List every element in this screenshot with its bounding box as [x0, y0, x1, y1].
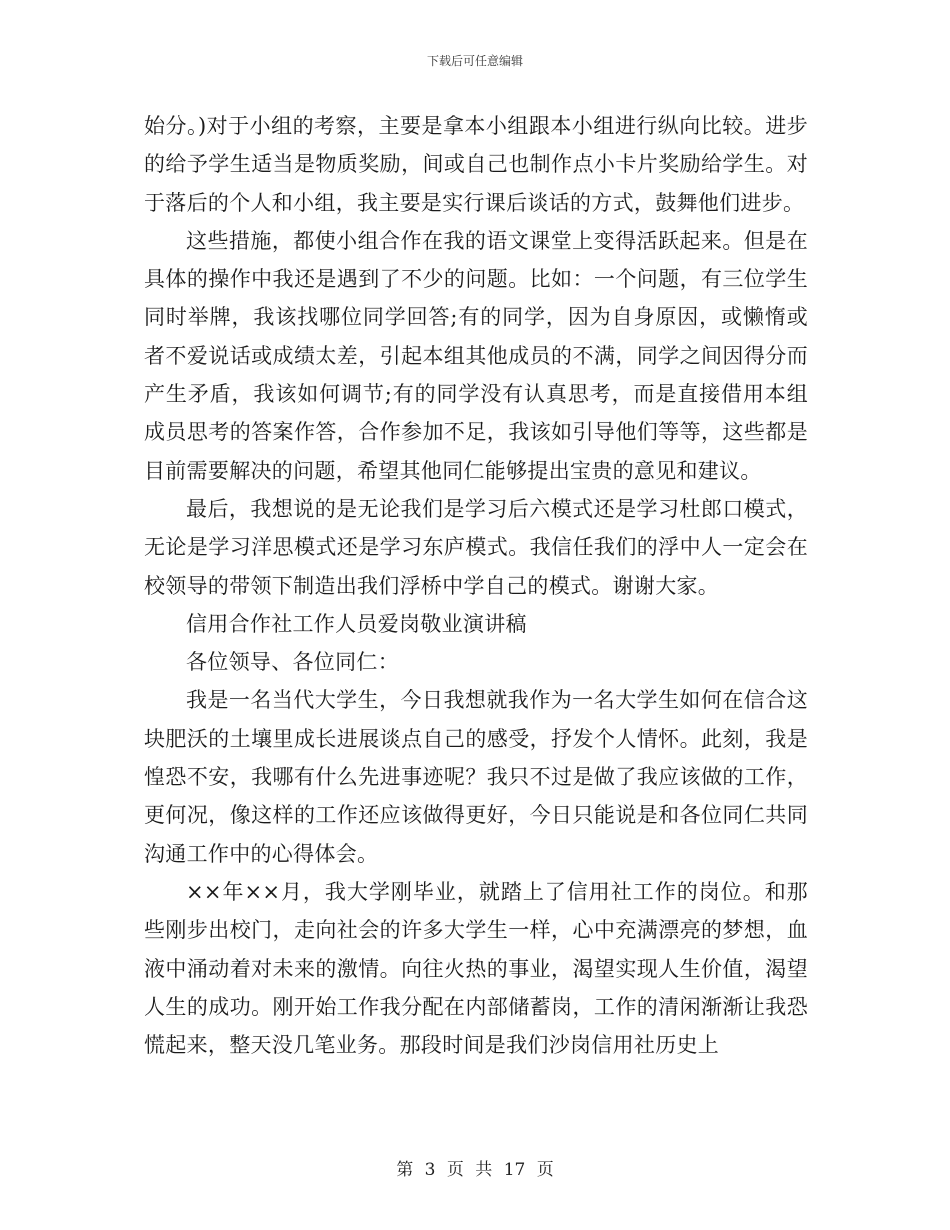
paragraph-2: 这些措施，都使小组合作在我的语文课堂上变得活跃起来。但是在具体的操作中我还是遇到了不少的问题。比如：一个问题，有三位学生同时举牌，我该找哪位同学回答;有的同学，因为自身原因，或懒惰或者不爱说话或成绩太差，引起本组其他成员的不满，同学之间因得分而产生矛盾，我该如何调节;有的同学没有认真思考，而是直接借用本组成员思考的答案作答，合作参加不足，我该如引导他们等等，这些都是目前需要解决的问题，希望其他同仁能够提出宝贵的意见和建议。 [144, 228, 808, 483]
paragraph-1: 始分。)对于小组的考察，主要是拿本小组跟本小组进行纵向比较。进步的给予学生适当是物质奖励，间或自己也制作点小卡片奖励给学生。对于落后的个人和小组，我主要是实行课后谈话的方式，鼓舞他们进步。 [144, 114, 808, 215]
salutation: 各位领导、各位同仁： [186, 650, 399, 675]
paragraph-3: 最后，我想说的是无论我们是学习后六模式还是学习杜郎口模式，无论是学习洋思模式还是学习东庐模式。我信任我们的浮中人一定会在校领导的带领下制造出我们浮桥中学自己的模式。谢谢大家。 [144, 496, 808, 598]
document-body [144, 107, 808, 1064]
paragraph-5: ××年××月，我大学刚毕业，就踏上了信用社工作的岗位。和那些刚步出校门，走向社会的许多大学生一样，心中充满漂亮的梦想，血液中涌动着对未来的激情。向往火热的事业，渴望实现人生价值，渴望人生的成功。刚开始工作我分配在内部储蓄岗，工作的清闲渐渐让我恐慌起来，整天没几笔业务。那段时间是我们沙岗信用社历史上 [144, 879, 808, 1058]
page-header: 下载后可任意编辑 [426, 54, 523, 68]
paragraph-4: 我是一名当代大学生，今日我想就我作为一名大学生如何在信合这块肥沃的土壤里成长进展谈点自己的感受，抒发个人情怀。此刻，我是惶恐不安，我哪有什么先进事迹呢？我只不过是做了我应该做的工作，更何况，像这样的工作还应该做得更好，今日只能说是和各位同仁共同沟通工作中的心得体会。 [144, 688, 808, 866]
page-number: 第 3 页 共 17 页 [396, 1160, 554, 1180]
speech-title: 信用合作社工作人员爱岗敬业演讲稿 [186, 611, 527, 636]
